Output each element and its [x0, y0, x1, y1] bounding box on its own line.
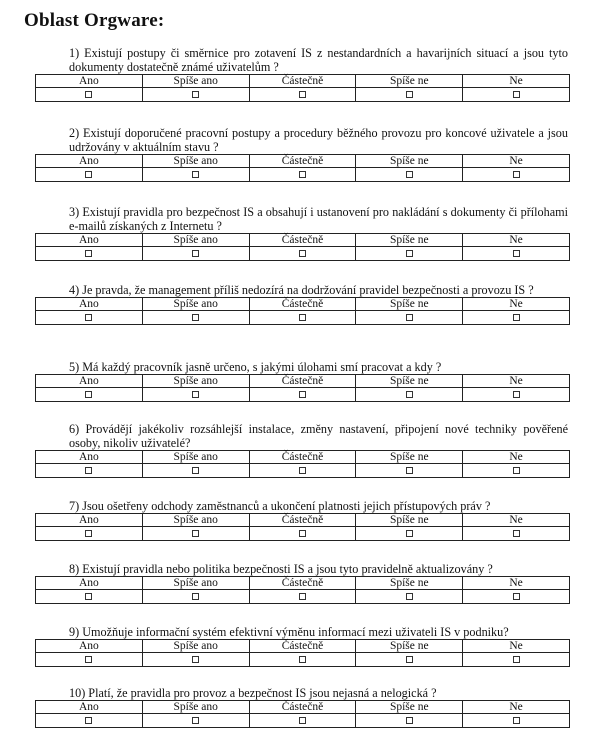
answer-checkbox[interactable]: [299, 593, 306, 600]
answer-option-cell: [463, 527, 570, 541]
question-text-5: 5) Má každý pracovník jasně určeno, s jakými úlohami smí pracovat a kdy ?: [69, 360, 442, 374]
answer-option-cell: [36, 527, 143, 541]
answer-checkbox[interactable]: [513, 530, 520, 537]
answer-option-label: Spíše ne: [356, 234, 463, 247]
answer-option-cell: [36, 168, 143, 182]
answer-option-label: Ne: [463, 234, 570, 247]
answer-checkbox[interactable]: [406, 593, 413, 600]
answer-checkbox-row: [36, 464, 570, 478]
question-text-7: 7) Jsou ošetřeny odchody zaměstnanců a ukončení platnosti jejich přístupových práv ?: [69, 499, 491, 513]
answer-option-cell: [142, 311, 249, 325]
answer-option-cell: [463, 388, 570, 402]
answer-checkbox-row: [36, 527, 570, 541]
answer-option-cell: [249, 311, 356, 325]
answer-checkbox-row: [36, 388, 570, 402]
answer-option-label: Částečně: [249, 155, 356, 168]
answer-table-2: [35, 154, 570, 182]
answer-option-label: Spíše ano: [142, 514, 249, 527]
answer-option-cell: [36, 653, 143, 667]
answer-checkbox[interactable]: [406, 314, 413, 321]
answer-option-label: Ne: [463, 640, 570, 653]
answer-option-cell: [356, 527, 463, 541]
answer-checkbox[interactable]: [513, 391, 520, 398]
answer-option-label: Částečně: [249, 451, 356, 464]
answer-labels-row: [36, 577, 570, 590]
answer-option-label: Spíše ne: [356, 451, 463, 464]
answer-labels-row: [36, 451, 570, 464]
answer-table-7: [35, 513, 570, 541]
answer-checkbox-row: [36, 311, 570, 325]
answer-option-label: Spíše ano: [142, 640, 249, 653]
answer-option-cell: [142, 714, 249, 728]
answer-option-label: Spíše ne: [356, 701, 463, 714]
answer-table-10: [35, 700, 570, 728]
answer-option-cell: [356, 88, 463, 102]
answer-option-cell: [36, 590, 143, 604]
answer-checkbox[interactable]: [513, 91, 520, 98]
answer-option-label: Spíše ano: [142, 701, 249, 714]
answer-option-label: Ano: [36, 155, 143, 168]
answer-checkbox[interactable]: [406, 91, 413, 98]
answer-option-cell: [249, 714, 356, 728]
answer-option-label: Ano: [36, 298, 143, 311]
answer-option-cell: [463, 464, 570, 478]
answer-option-cell: [142, 88, 249, 102]
answer-option-cell: [249, 88, 356, 102]
answer-option-label: Spíše ano: [142, 155, 249, 168]
answer-option-label: Ano: [36, 75, 143, 88]
question-text-10: 10) Platí, že pravidla pro provoz a bezpečnost IS jsou nejasná a nelogická ?: [69, 686, 437, 700]
answer-option-label: Ano: [36, 640, 143, 653]
answer-option-label: Spíše ne: [356, 577, 463, 590]
answer-checkbox[interactable]: [192, 91, 199, 98]
question-block-7: [35, 499, 570, 541]
answer-checkbox[interactable]: [406, 656, 413, 663]
answer-option-cell: [463, 653, 570, 667]
answer-option-cell: [142, 464, 249, 478]
answer-option-cell: [249, 168, 356, 182]
answer-option-cell: [142, 247, 249, 261]
answer-table-8: [35, 576, 570, 604]
question-block-10: [35, 686, 570, 728]
answer-checkbox[interactable]: [513, 717, 520, 724]
answer-option-label: Spíše ne: [356, 375, 463, 388]
answer-option-label: Ano: [36, 375, 143, 388]
answer-option-cell: [463, 88, 570, 102]
answer-checkbox[interactable]: [299, 467, 306, 474]
answer-option-cell: [463, 590, 570, 604]
answer-checkbox[interactable]: [85, 171, 92, 178]
question-text-6: 6) Provádějí jakékoliv rozsáhlejší instalace, změny nastavení, připojení nové techniky pověřené osoby, nikoliv uživatelé?: [69, 422, 568, 450]
answer-option-cell: [142, 388, 249, 402]
answer-checkbox[interactable]: [299, 530, 306, 537]
answer-labels-row: [36, 375, 570, 388]
answer-option-label: Ne: [463, 75, 570, 88]
answer-labels-row: [36, 75, 570, 88]
answer-labels-row: [36, 234, 570, 247]
answer-checkbox[interactable]: [299, 391, 306, 398]
answer-option-cell: [36, 247, 143, 261]
answer-option-label: Ne: [463, 155, 570, 168]
answer-option-label: Částečně: [249, 375, 356, 388]
answer-option-label: Ne: [463, 451, 570, 464]
question-text-4: 4) Je pravda, že management příliš nedozírá na dodržování pravidel bezpečnosti a provozu IS ?: [69, 283, 534, 297]
answer-option-cell: [142, 590, 249, 604]
answer-checkbox-row: [36, 714, 570, 728]
answer-checkbox[interactable]: [192, 314, 199, 321]
answer-option-cell: [249, 388, 356, 402]
answer-option-label: Spíše ano: [142, 234, 249, 247]
answer-checkbox[interactable]: [192, 593, 199, 600]
answer-checkbox[interactable]: [406, 250, 413, 257]
answer-option-label: Ano: [36, 451, 143, 464]
answer-checkbox[interactable]: [192, 656, 199, 663]
answer-checkbox[interactable]: [85, 391, 92, 398]
answer-table-4: [35, 297, 570, 325]
question-text-1: 1) Existují postupy či směrnice pro zotavení IS z nestandardních a havarijních situací a jsou tyto dokumenty dostatečně známé uživatelům ?: [69, 46, 568, 74]
answer-checkbox[interactable]: [192, 530, 199, 537]
answer-checkbox[interactable]: [406, 717, 413, 724]
answer-option-cell: [356, 247, 463, 261]
answer-checkbox[interactable]: [192, 250, 199, 257]
answer-option-cell: [249, 653, 356, 667]
answer-checkbox[interactable]: [85, 593, 92, 600]
answer-option-label: Ne: [463, 375, 570, 388]
answer-checkbox[interactable]: [513, 250, 520, 257]
answer-option-label: Částečně: [249, 298, 356, 311]
answer-checkbox[interactable]: [85, 467, 92, 474]
answer-option-label: Ne: [463, 577, 570, 590]
answer-option-cell: [142, 653, 249, 667]
answer-option-cell: [36, 88, 143, 102]
answer-option-cell: [249, 527, 356, 541]
answer-checkbox[interactable]: [406, 467, 413, 474]
answer-checkbox[interactable]: [299, 171, 306, 178]
answer-option-cell: [356, 464, 463, 478]
answer-option-cell: [142, 168, 249, 182]
answer-checkbox[interactable]: [513, 467, 520, 474]
answer-option-label: Částečně: [249, 514, 356, 527]
question-text-2: 2) Existují doporučené pracovní postupy a procedury běžného provozu pro koncové uživatele a jsou udržovány v aktuálním stavu ?: [69, 126, 568, 154]
answer-option-label: Ano: [36, 234, 143, 247]
answer-option-label: Částečně: [249, 75, 356, 88]
answer-option-cell: [356, 714, 463, 728]
answer-option-cell: [356, 388, 463, 402]
answer-checkbox[interactable]: [299, 717, 306, 724]
answer-checkbox[interactable]: [192, 171, 199, 178]
answer-option-label: Částečně: [249, 640, 356, 653]
answer-checkbox-row: [36, 653, 570, 667]
answer-checkbox[interactable]: [85, 530, 92, 537]
answer-option-label: Spíše ano: [142, 375, 249, 388]
answer-option-cell: [356, 653, 463, 667]
answer-option-label: Spíše ne: [356, 640, 463, 653]
answer-checkbox[interactable]: [513, 171, 520, 178]
answer-option-cell: [36, 388, 143, 402]
answer-checkbox[interactable]: [192, 391, 199, 398]
answer-checkbox[interactable]: [406, 530, 413, 537]
answer-option-cell: [356, 590, 463, 604]
answer-option-cell: [463, 311, 570, 325]
answer-option-cell: [249, 247, 356, 261]
answer-labels-row: [36, 298, 570, 311]
answer-table-5: [35, 374, 570, 402]
answer-option-cell: [36, 464, 143, 478]
question-block-5: [35, 360, 570, 402]
answer-option-label: Ano: [36, 701, 143, 714]
answer-checkbox-row: [36, 168, 570, 182]
question-block-1: [35, 46, 570, 102]
answer-labels-row: [36, 701, 570, 714]
answer-option-cell: [356, 168, 463, 182]
answer-checkbox[interactable]: [85, 656, 92, 663]
answer-checkbox[interactable]: [299, 250, 306, 257]
answer-checkbox[interactable]: [513, 593, 520, 600]
answer-checkbox[interactable]: [85, 314, 92, 321]
answer-checkbox[interactable]: [513, 314, 520, 321]
answer-option-cell: [463, 247, 570, 261]
answer-checkbox[interactable]: [299, 91, 306, 98]
answer-option-cell: [142, 527, 249, 541]
answer-option-label: Spíše ne: [356, 155, 463, 168]
answer-option-label: Spíše ne: [356, 514, 463, 527]
answer-checkbox-row: [36, 247, 570, 261]
answer-option-cell: [36, 311, 143, 325]
answer-checkbox[interactable]: [85, 250, 92, 257]
answer-checkbox[interactable]: [406, 391, 413, 398]
answer-option-label: Částečně: [249, 577, 356, 590]
answer-option-cell: [463, 714, 570, 728]
question-block-8: [35, 562, 570, 604]
answer-checkbox[interactable]: [299, 314, 306, 321]
answer-checkbox[interactable]: [85, 717, 92, 724]
answer-option-label: Spíše ano: [142, 75, 249, 88]
answer-option-cell: [249, 464, 356, 478]
question-text-9: 9) Umožňuje informační systém efektivní výměnu informací mezi uživateli IS v podniku?: [69, 625, 509, 639]
answer-option-label: Spíše ano: [142, 451, 249, 464]
answer-table-1: [35, 74, 570, 102]
answer-option-label: Ano: [36, 514, 143, 527]
answer-option-label: Spíše ano: [142, 298, 249, 311]
question-block-9: [35, 625, 570, 667]
answer-option-cell: [463, 168, 570, 182]
question-block-4: [35, 283, 570, 325]
question-block-6: [35, 422, 570, 478]
answer-checkbox-row: [36, 590, 570, 604]
answer-checkbox[interactable]: [85, 91, 92, 98]
answer-labels-row: [36, 155, 570, 168]
question-block-2: [35, 126, 570, 182]
answer-checkbox[interactable]: [192, 717, 199, 724]
answer-checkbox[interactable]: [513, 656, 520, 663]
answer-table-6: [35, 450, 570, 478]
page-title: Oblast Orgware:: [24, 10, 165, 31]
answer-option-label: Ne: [463, 701, 570, 714]
answer-checkbox[interactable]: [192, 467, 199, 474]
answer-option-label: Spíše ano: [142, 577, 249, 590]
answer-option-label: Spíše ne: [356, 298, 463, 311]
answer-table-3: [35, 233, 570, 261]
answer-option-label: Ano: [36, 577, 143, 590]
answer-checkbox-row: [36, 88, 570, 102]
question-block-3: [35, 205, 570, 261]
question-text-3: 3) Existují pravidla pro bezpečnost IS a obsahují i ustanovení pro nakládání s dokumenty či přílohami e-mailů získaných z Internetu ?: [69, 205, 568, 233]
answer-option-cell: [249, 590, 356, 604]
answer-labels-row: [36, 514, 570, 527]
answer-labels-row: [36, 640, 570, 653]
answer-option-label: Ne: [463, 298, 570, 311]
answer-option-label: Částečně: [249, 701, 356, 714]
answer-table-9: [35, 639, 570, 667]
answer-option-label: Částečně: [249, 234, 356, 247]
answer-option-label: Spíše ne: [356, 75, 463, 88]
question-text-8: 8) Existují pravidla nebo politika bezpečnosti IS a jsou tyto pravidelně aktualizovány ?: [69, 562, 493, 576]
answer-option-label: Ne: [463, 514, 570, 527]
answer-checkbox[interactable]: [299, 656, 306, 663]
answer-option-cell: [356, 311, 463, 325]
answer-checkbox[interactable]: [406, 171, 413, 178]
answer-option-cell: [36, 714, 143, 728]
